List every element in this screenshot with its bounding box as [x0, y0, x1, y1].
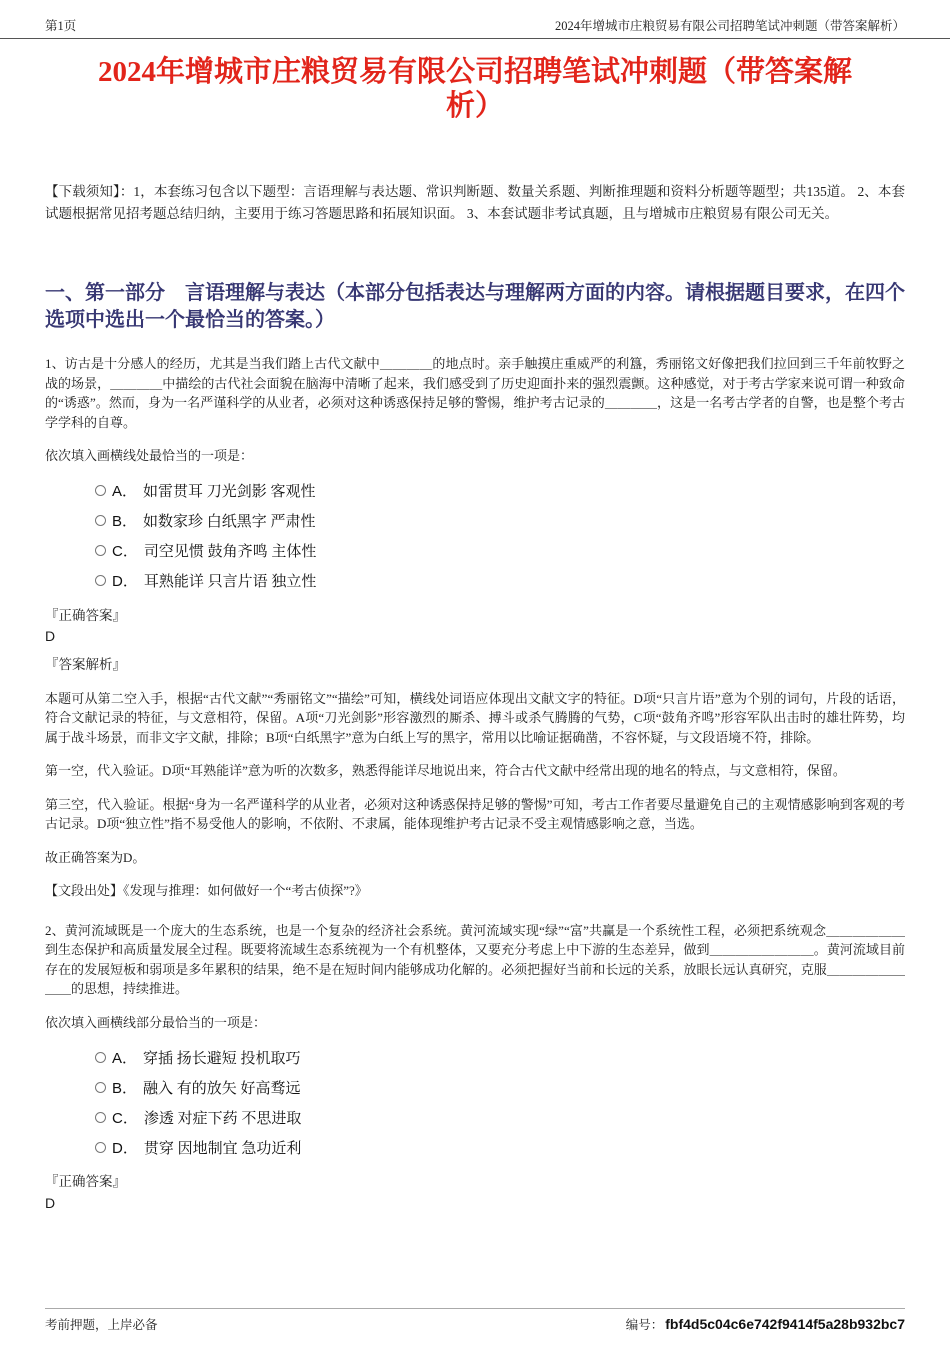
question-stem: 2、黄河流域既是一个庞大的生态系统，也是一个复杂的经济社会系统。黄河流域实现“绿”“富”共赢是一个系统性工程，必须把系统观念＿＿＿＿＿＿到生态保护和高质量发展全过程。既要将流域生态系统视为一个有机整体，又要充分考虑上中下游的生态差异，做到＿＿＿＿＿＿＿＿。黄河流域目前存在的发展短板和弱项是多年累积的结果，绝不是在短时间内能够成功化解的。必须把握好当前和长远的关系，放眼长远认真研究，克服＿＿＿＿＿＿＿＿的思想，持续推进。 — [45, 922, 905, 996]
correct-answer-label: 『正确答案』 — [45, 607, 126, 623]
option-row-q2-c[interactable] — [95, 1102, 905, 1132]
option-text: 渗透 对症下药 不思进取 — [143, 1110, 302, 1127]
option-letter: A． — [112, 483, 138, 500]
option-row-q2-d[interactable] — [95, 1132, 905, 1162]
option-row-q1-b[interactable] — [95, 506, 905, 536]
option-text: 如雷贯耳 刀光剑影 客观性 — [143, 484, 316, 500]
correct-answer-label: 『正确答案』 — [45, 1174, 126, 1189]
option-letter: A． — [112, 1049, 138, 1067]
option-radio-q2-a[interactable] — [95, 1052, 106, 1063]
question-prompt: 依次填入画横线部分最恰当的一项是： — [45, 1014, 267, 1030]
correct-answer-value: D — [45, 1194, 56, 1211]
page-footer — [45, 1308, 905, 1333]
option-radio-q1-d[interactable] — [95, 575, 106, 586]
footer-code — [626, 1315, 905, 1333]
option-radio-q2-d[interactable] — [95, 1142, 106, 1153]
question-prompt: 依次填入画横线处最恰当的一项是： — [45, 448, 254, 463]
analysis-conclusion: 故正确答案为D。 — [45, 849, 146, 865]
option-radio-q1-a[interactable] — [95, 485, 106, 496]
options-group-q1 — [45, 476, 905, 596]
option-letter: C． — [112, 1109, 138, 1127]
option-radio-q1-b[interactable] — [95, 515, 106, 526]
download-notice: 【下载须知】：1，本套练习包含以下题型：言语理解与表达题、常识判断题、数量关系题、判断推理题和资料分析题等题型；共135道。 2、本套试题根据常见招考题总结归纳，主要用于练习答题思路和拓展知识面。 3、本套试题非考试真题，且与增城市庄粮贸易有限公司无关。 — [45, 184, 905, 221]
option-row-q1-c[interactable] — [95, 536, 905, 566]
option-text: 穿插 扬长避短 投机取巧 — [143, 1050, 301, 1067]
option-letter: B． — [112, 513, 138, 530]
section-heading: 一、第一部分 言语理解与表达（本部分包括表达与理解两方面的内容。请根据题目要求，在四个选项中选出一个最恰当的答案。） — [45, 282, 905, 331]
running-header — [0, 0, 950, 39]
analysis-label: 『答案解析』 — [45, 657, 126, 672]
option-letter: D． — [112, 1139, 138, 1157]
page-title: 2024年增城市庄粮贸易有限公司招聘笔试冲刺题（带答案解析） — [97, 56, 852, 122]
option-row-q2-a[interactable] — [95, 1042, 905, 1072]
source-reference: 【文段出处】《发现与推理：如何做好一个“考古侦探”?》 — [45, 883, 368, 898]
options-group-q2 — [45, 1042, 905, 1162]
option-letter: D． — [112, 573, 138, 590]
correct-answer-value: D — [45, 628, 56, 644]
option-letter: C． — [112, 543, 138, 560]
option-text: 司空见惯 鼓角齐鸣 主体性 — [143, 544, 317, 560]
question-stem: 1、访古是十分感人的经历，尤其是当我们踏上古代文献中＿＿＿＿的地点时。亲手触摸庄重威严的利簋，秀丽铭文好像把我们拉回到三千年前牧野之战的场景，＿＿＿＿中描绘的古代社会面貌在脑海中清晰了起来，我们感受到了历史迎面扑来的强烈震颤。这种感觉，对于考古学家来说可谓一种致命的“诱惑”。然而，身为一名严谨科学的从业者，必须对这种诱惑保持足够的警惕，维护考古记录的＿＿＿＿，这是一名考古学者的自警，也是整个考古学学科的自尊。 — [45, 356, 905, 430]
footer-code-label: 编号： — [625, 1318, 664, 1332]
analysis-paragraph: 第一空，代入验证。D项“耳熟能详”意为听的次数多，熟悉得能详尽地说出来，符合古代文献中经常出现的地名的特点，与文意相符，保留。 — [45, 763, 846, 778]
header-doc-title: 2024年增城市庄粮贸易有限公司招聘笔试冲刺题（带答案解析） — [554, 19, 905, 33]
option-radio-q2-c[interactable] — [95, 1112, 106, 1123]
option-text: 融入 有的放矢 好高骛远 — [143, 1080, 301, 1097]
analysis-paragraph: 第三空，代入验证。根据“身为一名严谨科学的从业者，必须对这种诱惑保持足够的警惕”可知，考古工作者要尽量避免自己的主观情感影响到客观的考古记录。D项“独立性”指不易受他人的影响，不依附、不隶属，能体现维护考古记录不受主观情感影响之意，当选。 — [45, 796, 905, 831]
option-row-q1-d[interactable] — [95, 566, 905, 596]
option-radio-q1-c[interactable] — [95, 545, 106, 556]
analysis-paragraph: 本题可从第二空入手，根据“古代文献”“秀丽铭文”“描绘”可知，横线处词语应体现出文献文字的特征。D项“只言片语”意为个别的词句，片段的话语，符合文献记录的特征，与文意相符，保留。A项“刀光剑影”形容激烈的厮杀、搏斗或杀气腾腾的气势，C项“鼓角齐鸣”形容军队出击时的雄壮阵势，均属于战斗场景，而非文字文献，排除；B项“白纸黑字”意为白纸上写的黑字，常用以比喻证据确凿，不容怀疑，与文段语境不符，排除。 — [45, 690, 905, 745]
footer-slogan: 考前押题，上岸必备 — [45, 1318, 158, 1332]
option-letter: B． — [112, 1079, 138, 1097]
question-1 — [45, 354, 905, 901]
question-2 — [45, 921, 905, 1212]
header-page-number: 第1页 — [45, 19, 77, 33]
footer-code-value: fbf4d5c04c6e742f9414f5a28b932bc7 — [665, 1316, 905, 1332]
option-text: 贯穿 因地制宜 急功近利 — [143, 1140, 302, 1157]
option-radio-q2-b[interactable] — [95, 1082, 106, 1093]
option-text: 如数家珍 白纸黑字 严肃性 — [143, 514, 316, 530]
option-row-q1-a[interactable] — [95, 476, 905, 506]
option-text: 耳熟能详 只言片语 独立性 — [143, 574, 317, 590]
option-row-q2-b[interactable] — [95, 1072, 905, 1102]
